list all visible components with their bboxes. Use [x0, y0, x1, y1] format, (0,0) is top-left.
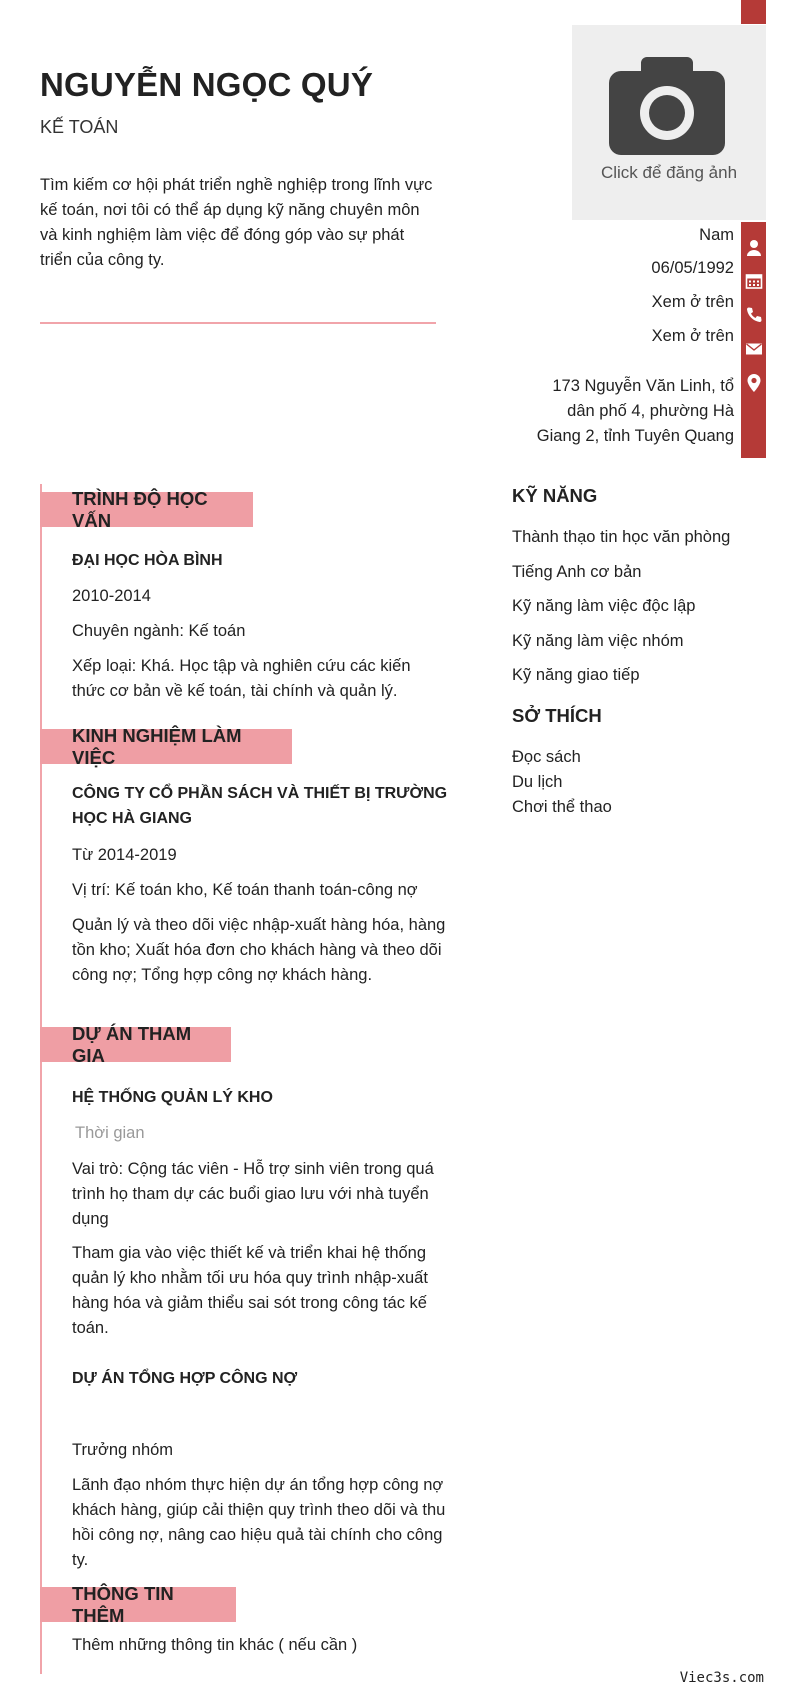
contact-email: Xem ở trên: [651, 327, 734, 345]
skill-item: Kỹ năng giao tiếp: [512, 666, 640, 684]
photo-caption: Click để đăng ảnh: [600, 163, 738, 182]
hobby-item: Chơi thể thao: [512, 798, 612, 816]
skill-item: Thành thạo tin học văn phòng: [512, 528, 731, 546]
project-1-role: Vai trò: Cộng tác viên - Hỗ trợ sinh viên trong quá trình họ tham dự các buổi giao lưu với nhà tuyển dụng: [72, 1160, 434, 1228]
experience-heading: KINH NGHIỆM LÀM VIỆC: [40, 729, 292, 764]
additional-text: Thêm những thông tin khác ( nếu cần ): [72, 1636, 358, 1654]
education-grade-line2: thức cơ bản về kế toán, tài chính và quản lý.: [72, 682, 398, 700]
education-years: 2010-2014: [72, 587, 151, 605]
education-grade-line1: Xếp loại: Khá. Học tập và nghiên cứu các kiến: [72, 657, 411, 675]
contact-phone: Xem ở trên: [651, 293, 734, 311]
experience-position: Vị trí: Kế toán kho, Kế toán thanh toán-công nợ: [72, 881, 418, 899]
header-divider: [40, 322, 436, 324]
hobbies-heading: SỞ THÍCH: [512, 705, 602, 726]
experience-company-line1: CÔNG TY CỔ PHẦN SÁCH VÀ THIẾT BỊ TRƯỜNG: [72, 785, 448, 802]
site-watermark: Viec3s.com: [679, 1670, 764, 1686]
education-major: Chuyên ngành: Kế toán: [72, 622, 246, 640]
contact-gender: Nam: [699, 226, 734, 244]
mail-icon: [741, 336, 766, 361]
experience-period: Từ 2014-2019: [72, 846, 177, 864]
education-heading: TRÌNH ĐỘ HỌC VẤN: [40, 492, 253, 527]
contact-address-line1: 173 Nguyễn Văn Linh, tổ: [552, 377, 734, 395]
contact-address-line3: Giang 2, tỉnh Tuyên Quang: [536, 427, 734, 445]
additional-heading: THÔNG TIN THÊM: [40, 1587, 236, 1622]
project-2-title: DỰ ÁN TỔNG HỢP CÔNG NỢ: [72, 1370, 298, 1387]
skills-heading: KỸ NĂNG: [512, 485, 598, 506]
project-2-role: Trưởng nhóm: [72, 1441, 174, 1459]
candidate-name: NGUYỄN NGỌC QUÝ: [40, 66, 374, 103]
education-school: ĐẠI HỌC HÒA BÌNH: [72, 552, 223, 569]
person-icon: [741, 235, 766, 260]
calendar-icon: [741, 268, 766, 293]
hobby-item: Đọc sách: [512, 748, 581, 766]
timeline-line: [40, 484, 42, 1674]
phone-icon: [741, 302, 766, 327]
project-1-description: Tham gia vào việc thiết kế và triển khai hệ thống quản lý kho nhằm tối ưu hóa quy trình nhập-xuất hàng hóa và giảm thiểu sai sót trong công tác kế toán.: [72, 1244, 428, 1337]
contact-birthday: 06/05/1992: [651, 259, 734, 277]
skill-item: Tiếng Anh cơ bản: [512, 563, 642, 581]
photo-upload[interactable]: [572, 25, 766, 220]
experience-company-line2: HỌC HÀ GIANG: [72, 810, 192, 827]
career-objective: Tìm kiếm cơ hội phát triển nghề nghiệp trong lĩnh vực kế toán, nơi tôi có thể áp dụng kỹ năng chuyên môn và kinh nghiệm làm việc để đóng góp vào sự phát triển của công ty.: [40, 176, 433, 269]
skill-item: Kỹ năng làm việc nhóm: [512, 632, 684, 650]
hobby-item: Du lịch: [512, 773, 563, 791]
camera-icon: [609, 53, 725, 155]
projects-heading: DỰ ÁN THAM GIA: [40, 1027, 231, 1062]
location-icon: [741, 370, 766, 395]
experience-description: Quản lý và theo dõi việc nhập-xuất hàng hóa, hàng tồn kho; Xuất hóa đơn cho khách hàng và theo dõi công nợ; Tổng hợp công nợ khách hàng.: [72, 916, 446, 984]
contact-address-line2: dân phố 4, phường Hà: [567, 402, 734, 420]
job-title: KẾ TOÁN: [40, 117, 119, 137]
project-2-description: Lãnh đạo nhóm thực hiện dự án tổng hợp công nợ khách hàng, giúp cải thiện quy trình theo dõi và thu hồi công nợ, nâng cao hiệu quả tài chính cho công ty.: [72, 1476, 446, 1569]
project-1-time: Thời gian: [75, 1124, 145, 1142]
skill-item: Kỹ năng làm việc độc lập: [512, 597, 696, 615]
accent-bar-top: [741, 0, 766, 24]
project-1-title: HỆ THỐNG QUẢN LÝ KHO: [72, 1089, 273, 1106]
